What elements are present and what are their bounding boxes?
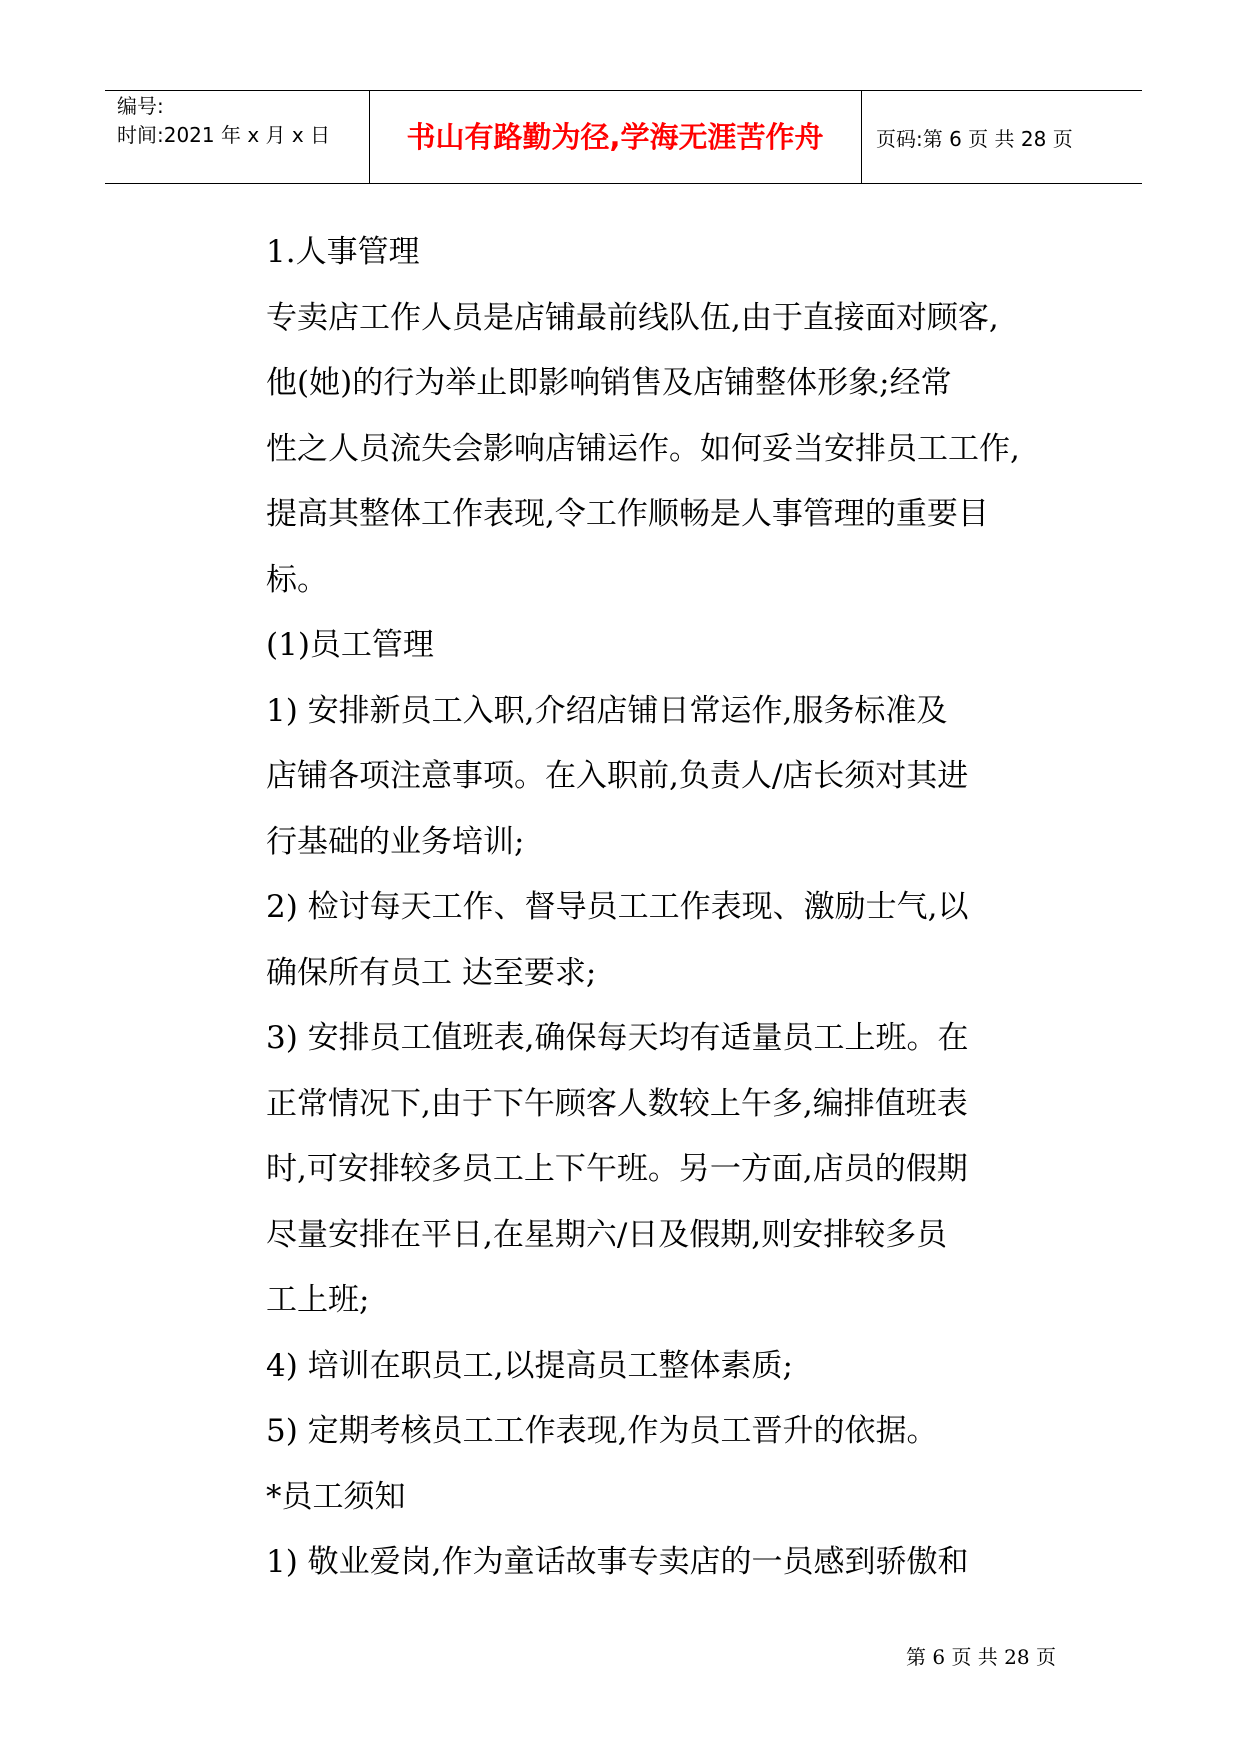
body-line: 标。	[266, 561, 328, 598]
body-line: 行基础的业务培训;	[266, 823, 525, 860]
body-line: 3) 安排员工值班表,确保每天均有适量员工上班。在	[266, 1020, 969, 1056]
body-line: 他(她)的行为举止即影响销售及店铺整体形象;经常	[266, 365, 952, 401]
body-line: *员工须知	[266, 1478, 406, 1515]
body-line: 尽量安排在平日,在星期六/日及假期,则安排较多员	[266, 1216, 948, 1253]
body-line: 性之人员流失会影响店铺运作。如何妥当安排员工工作,	[266, 430, 1020, 467]
time-label: 时间:2021 年 x 月 x 日	[117, 123, 331, 147]
body-line: 1) 敬业爱岗,作为童话故事专卖店的一员感到骄傲和	[266, 1544, 969, 1580]
footer-page-number: 第 6 页 共 28 页	[906, 1645, 1056, 1669]
header-bottom-rule	[105, 183, 1142, 184]
header-top-rule	[105, 90, 1142, 91]
body-line: 2) 检讨每天工作、督导员工工作表现、激励士气,以	[266, 889, 969, 925]
body-line: 1) 安排新员工入职,介绍店铺日常运作,服务标准及	[266, 692, 948, 729]
body-line: 正常情况下,由于下午顾客人数较上午多,编排值班表	[266, 1085, 968, 1122]
body-line: (1)员工管理	[266, 627, 434, 663]
body-line: 确保所有员工 达至要求;	[266, 954, 597, 991]
serial-label: 编号:	[117, 94, 164, 118]
header-meta	[117, 92, 330, 150]
body-line: 提高其整体工作表现,令工作顺畅是人事管理的重要目	[266, 496, 989, 532]
body-line: 工上班;	[266, 1282, 370, 1318]
document-body	[266, 220, 1106, 1596]
body-line: 4) 培训在职员工,以提高员工整体素质;	[266, 1347, 793, 1384]
body-line: 5) 定期考核员工工作表现,作为员工晋升的依据。	[266, 1413, 938, 1449]
body-line: 店铺各项注意事项。在入职前,负责人/店长须对其进	[266, 758, 969, 794]
header-motto: 书山有路勤为径,学海无涯苦作舟	[406, 120, 824, 154]
header-divider-right	[861, 90, 862, 183]
body-line: 时,可安排较多员工上下午班。另一方面,店员的假期	[266, 1151, 968, 1187]
body-line: 1.人事管理	[266, 234, 420, 270]
body-line: 专卖店工作人员是店铺最前线队伍,由于直接面对顾客,	[266, 299, 999, 336]
header-divider-left	[369, 90, 370, 183]
header-page-number: 页码:第 6 页 共 28 页	[876, 127, 1073, 151]
